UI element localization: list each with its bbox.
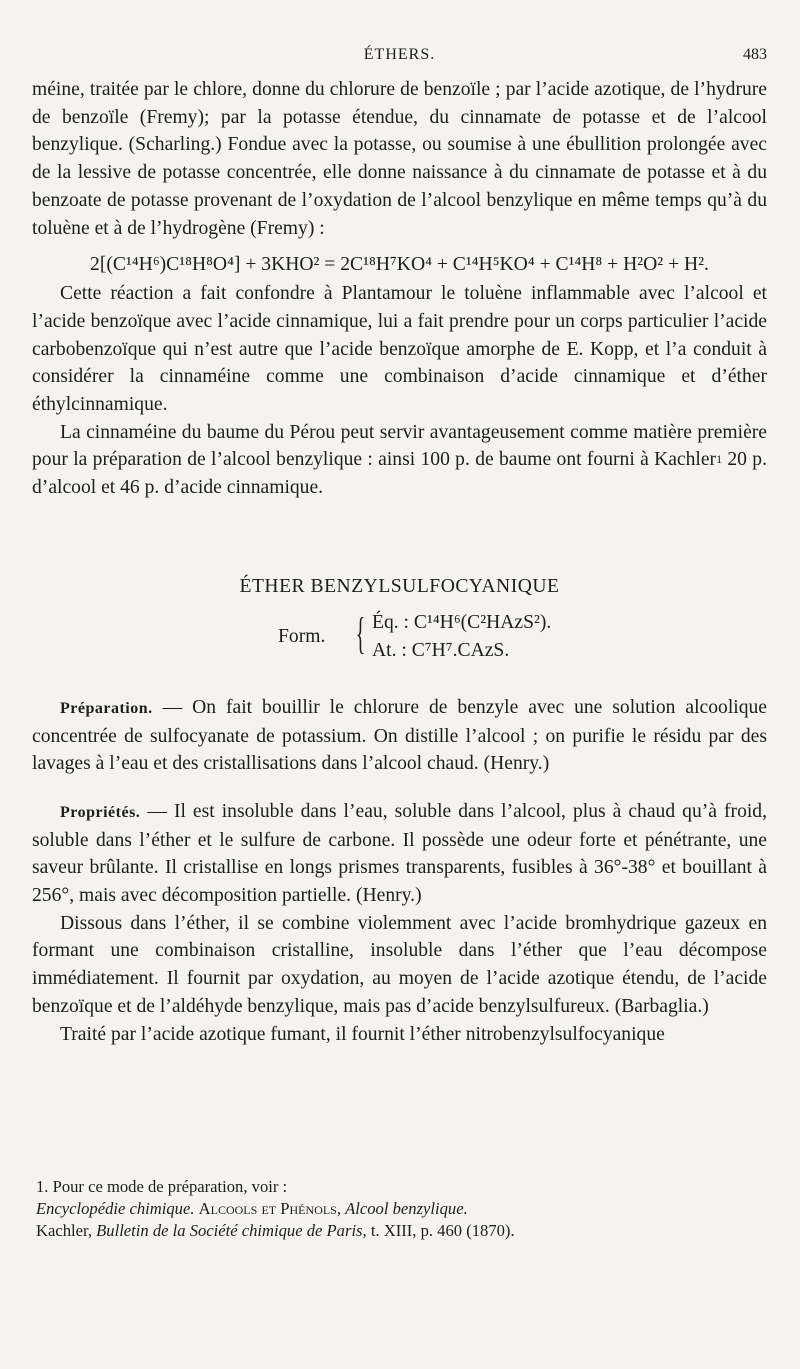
reaction-formula: 2[(C¹⁴H⁶)C¹⁸H⁸O⁴] + 3KHO² = 2C¹⁸H⁷KO⁴ + C¹⁴H⁵KO⁴ + C¹⁴H⁸ + H²O² + H². <box>90 254 709 276</box>
paragraph-plantamour: Cette réaction a fait confondre à Plantamour le toluène inflammable avec l’alcool et l’acide benzoïque avec l’acide cinnamique, lui a fait prendre pour un corps particulier l’acide carbobenzoïque qui n’est autre que l’acide benzoïque amorphe de E. Kopp, et l’a conduit à considérer la cinnaméine comme une combinaison d’acide cinnamique et d’éther éthylcinnamique. <box>32 283 767 416</box>
formula-equivalent: Éq. : C¹⁴H⁶(C²HAzS²). <box>372 611 552 633</box>
footnote-kachler <box>36 1220 766 1242</box>
paragraph-cinnameine-end: 20 p. d’alcool et 46 p. d’acide cinnamique. <box>32 449 767 499</box>
brace-symbol: { <box>355 608 366 658</box>
properties-oxidation-paragraph: Dissous dans l’éther, il se combine violemment avec l’acide bromhydrique gazeux en formant une combinaison cristalline, insoluble dans l’éther que l’eau décompose immédiatement. Il fournit par oxydation, au moyen de l’acide azotique étendu, de l’acide benzoïque et de l’aldéhyde benzylique, mais pas d’acide benzylsulfureux. (Barbaglia.) <box>32 912 767 1017</box>
footnote-work-topic: Alcool benzylique. <box>345 1199 468 1218</box>
footnote-work-section: Alcools et Phénols, <box>198 1199 341 1218</box>
section-title: ÉTHER BENZYLSULFOCYANIQUE <box>239 575 560 597</box>
page-body <box>32 76 767 1048</box>
paragraph-cinnameine-text: La cinnaméine du baume du Pérou peut servir avantageusement comme matière première pour la préparation de l’alcool benzylique : ainsi 100 p. de baume ont fourni à Kachler <box>32 421 767 471</box>
footnote-author: Kachler, <box>36 1221 92 1240</box>
footnote-journal: Bulletin de la Société chimique de Paris, <box>96 1221 367 1240</box>
preparation-paragraph <box>32 694 767 778</box>
page-header <box>32 46 767 70</box>
formula-atomic: At. : C⁷H⁷.CAzS. <box>372 639 510 661</box>
page-number: 483 <box>743 46 767 63</box>
preparation-text: — On fait bouillir le chlorure de benzyle avec une solution alcoolique concentrée de sulfocyanate de potassium. On distille l’alcool ; on purifie le résidu par des lavages à l’eau et des cristallisations dans l’alcool chaud. (Henry.) <box>32 696 767 775</box>
preparation-heading: Préparation. <box>60 699 153 717</box>
properties-heading: Propriétés. <box>60 803 141 821</box>
formula-block <box>32 606 767 670</box>
paragraph-continued: méine, traitée par le chlore, donne du chlorure de benzoïle ; par l’acide azotique, de l’hydrure de benzoïle (Fremy); par la potasse étendue, du cinnamate de potasse et de l’alcool benzylique. (Scharling.) Fondue avec la potasse, ou soumise à une ébullition prolongée avec de la lessive de potasse concentrée, elle donne naissance à du cinnamate de potasse et à du benzoate de potasse provenant de l’oxydation de l’alcool benzylique en même temps qu’à du toluène et à de l’hydrogène (Fremy) : <box>32 79 767 239</box>
footnote-work-title: Encyclopédie chimique. <box>36 1199 195 1218</box>
running-title: ÉTHERS. <box>363 46 436 63</box>
properties-paragraph <box>32 798 767 910</box>
footnote-1: 1. Pour ce mode de préparation, voir : <box>36 1177 288 1196</box>
footnote-encyclopedie <box>36 1198 766 1220</box>
properties-text: — Il est insoluble dans l’eau, soluble dans l’alcool, plus à chaud qu’à froid, soluble dans l’éther et le sulfure de carbone. Il possède une odeur forte et pénétrante, une saveur brûlante. Il cristallise en longs prismes transparents, fusibles à 36°-38° et bouillant à 256°, mais avec décomposition partielle. (Henry.) <box>32 800 767 907</box>
footnote-reference: 1 <box>716 452 723 467</box>
properties-nitration-paragraph: Traité par l’acide azotique fumant, il fournit l’éther nitrobenzylsulfocyanique <box>60 1023 665 1045</box>
footnote-volume: t. XIII, p. 460 (1870). <box>370 1221 515 1240</box>
form-label: Form. <box>278 625 326 647</box>
spacer <box>32 778 767 798</box>
paragraph-cinnameine <box>32 419 767 502</box>
footnotes <box>36 1176 766 1242</box>
